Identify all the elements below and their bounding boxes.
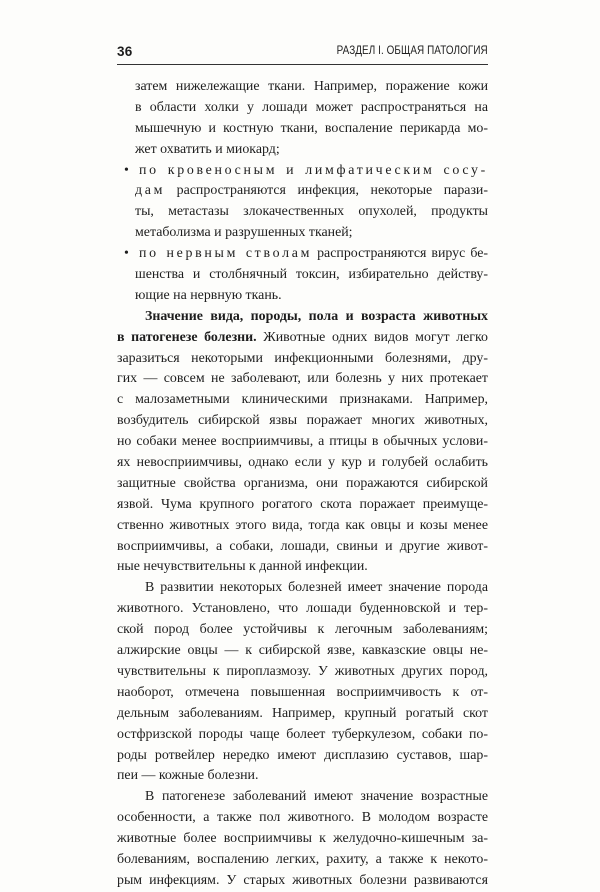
text-line: затем нижележащие ткани. Например, поражение кожи	[135, 79, 488, 94]
text-line: В развитии некоторых болезней имеет значение порода	[145, 580, 488, 596]
text-run: Животные одних видов могут легко	[256, 329, 488, 345]
text-line: роды ротвейлер нередко имеют дисплазию суставов, шар-	[117, 747, 488, 763]
text-line: заразиться некоторыми инфекционными болезнями, дру-	[117, 350, 488, 366]
text-line: с малозаметными клиническими признаками. Например,	[117, 392, 488, 408]
text-line	[117, 181, 488, 202]
text-line: остфризской породы чаще болеет туберкулезом, собаки по-	[117, 726, 488, 742]
text-line: животные более восприимчивы к желудочно-кишечным за-	[117, 831, 488, 847]
text-line: пеи — кожные болезни.	[117, 768, 259, 784]
text-line: шенства и столбнячный токсин, избирательно действу-	[135, 267, 488, 283]
text-line	[117, 328, 488, 349]
spaced-emphasis: по кровеносным и лимфатическим сосу-	[139, 162, 488, 178]
text-line: чувствительны к пироплазмозу. У животных других пород,	[117, 663, 488, 679]
body-text	[117, 77, 488, 892]
text-line: ты, метастазы злокачественных опухолей, продукты	[135, 204, 488, 220]
text-line: в области холки у лошади может распространяться на	[135, 99, 488, 115]
text-line: ственно животных этого вида, тогда как овцы и козы менее	[117, 517, 488, 533]
text-line: ющие на нервную ткань.	[135, 287, 282, 303]
text-line: восприимчивы, а собаки, лошади, свиньи и другие живот-	[117, 538, 488, 554]
bullet-dot: •	[124, 162, 129, 178]
running-head: РАЗДЕЛ I. ОБЩАЯ ПАТОЛОГИЯ	[336, 45, 488, 57]
bullet-item	[117, 244, 488, 265]
text-line: язвой. Чума крупного рогатого скота поражает преимуще-	[117, 496, 488, 512]
bullet-dot: •	[124, 246, 129, 262]
page-header	[117, 44, 488, 66]
text-line: рым инфекциям. У старых животных болезни развиваются	[117, 872, 488, 888]
text-line: ской пород более устойчивы к легочным заболеваниям;	[117, 622, 488, 638]
text-line: дельным заболеваниям. Например, крупный рогатый скот	[117, 705, 488, 721]
text-run: распространяются инфекция, некоторые парази-	[165, 183, 488, 199]
text-line: алжирские овцы — к сибирской язве, кавказские овцы не-	[117, 643, 488, 659]
section-heading-cont: в патогенезе болезни.	[117, 329, 257, 345]
text-line: наоборот, отмечена повышенная восприимчивость к от-	[117, 684, 488, 700]
text-line: жет охватить и миокард;	[135, 141, 280, 157]
page-number: 36	[117, 44, 133, 59]
text-run: распространяются вирус бе-	[312, 246, 489, 262]
bullet-item	[117, 161, 488, 182]
section-heading: Значение вида, породы, пола и возраста животных	[145, 308, 488, 324]
text-line: ные нечувствительны к данной инфекции.	[117, 559, 368, 575]
text-line: В патогенезе заболеваний имеют значение возрастные	[145, 789, 488, 805]
spaced-emphasis: по нервным стволам	[139, 246, 313, 262]
text-line: ях невосприимчивы, однако если у кур и голубей ослабить	[117, 455, 488, 471]
text-line: метаболизма и разрушенных тканей;	[135, 225, 353, 241]
text-line: особенности, а также пол животного. В молодом возрасте	[117, 810, 488, 826]
text-line: животного. Установлено, что лошади буденновской и тер-	[117, 601, 488, 617]
text-line: защитные свойства организма, они поражаются сибирской	[117, 475, 488, 491]
header-rule	[117, 64, 488, 65]
spaced-emphasis: дам	[135, 183, 166, 199]
text-line: возбудитель сибирской язвы поражает многих животных,	[117, 413, 488, 429]
text-line: мышечную и костную ткани, воспаление перикарда мо-	[135, 120, 488, 136]
text-line: болеваниям, воспалению легких, рахиту, а также к некото-	[117, 851, 488, 867]
text-line: но собаки менее восприимчивы, а птицы в обычных услови-	[117, 434, 488, 450]
text-line: гих — совсем не заболевают, или болезнь у них протекает	[117, 371, 488, 387]
